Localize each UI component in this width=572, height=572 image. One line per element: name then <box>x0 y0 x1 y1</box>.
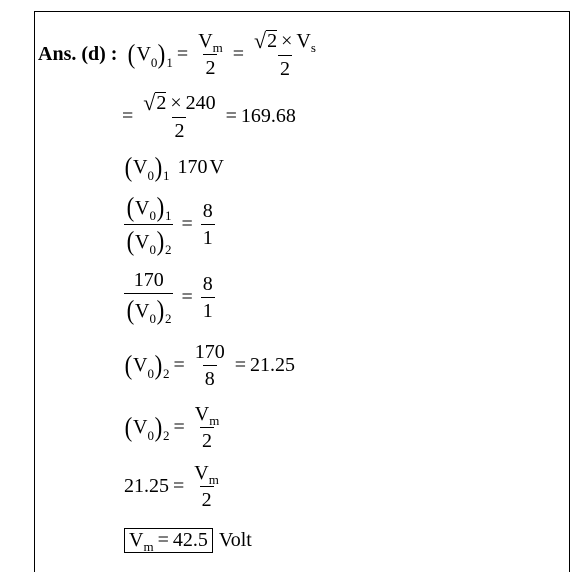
fraction-sqrt2-240-over-2: √ 2 × 240 2 <box>143 90 216 142</box>
eq-line-8: 21.25 = V m 2 <box>124 462 219 511</box>
fraction-sqrt2-vs-over-2: √ 2 × V s 2 <box>254 28 316 80</box>
v0-1: ( V 0 ) 1 <box>128 39 173 70</box>
fraction-vm-over-2-c: V m 2 <box>194 462 219 511</box>
fraction-8-over-1: $\frac{8}{1}$ <box>202 200 213 249</box>
eq-line-2: = √ 2 × 240 2 = 169.68 <box>122 90 296 142</box>
eq-line-5: 170 ( V 0 ) 2 = $\frac{8}{1}$ <box>124 270 219 324</box>
fraction-vm-over-2: V m 2 <box>198 30 223 79</box>
eq-line-1: Ans. (d) : ( V 0 ) 1 = V m 2 = √ 2 × V s 2 <box>38 28 316 80</box>
fraction-vm-over-2-b: V m 2 <box>194 403 220 452</box>
eq-line-7: ( V 0 ) 2 = V m 2 <box>124 403 220 452</box>
fraction-8-over-1-b: $\frac{8}{1}$ <box>202 272 213 322</box>
answer-label: Ans. (d) : <box>38 43 118 65</box>
line2-result: 169.68 <box>240 105 296 127</box>
eq-line-6: ( V 0 ) 2 = $\frac{170}{8}$ = 21.25 <box>124 341 296 390</box>
line6-result: 21.25 <box>250 354 296 376</box>
final-answer-box: V m = 42.5 <box>124 528 213 553</box>
eq-line-9 <box>124 528 252 553</box>
answer-frame <box>34 11 570 572</box>
eq-line-3: ( V 0 ) 1 170 V <box>124 152 224 183</box>
fraction-v01-over-v02: ( V 0 ) 1 ( V 0 ) 2 <box>124 194 173 255</box>
fraction-170-over-v02: 170 ( V 0 ) 2 <box>124 270 173 324</box>
eq-line-4: ( V 0 ) 1 ( V 0 ) 2 = $\frac{8}{1}$ <box>124 194 219 255</box>
fraction-170-over-8: $\frac{170}{8}$ <box>194 341 225 390</box>
final-unit: Volt <box>218 529 252 551</box>
final-value: 42.5 <box>172 529 208 551</box>
